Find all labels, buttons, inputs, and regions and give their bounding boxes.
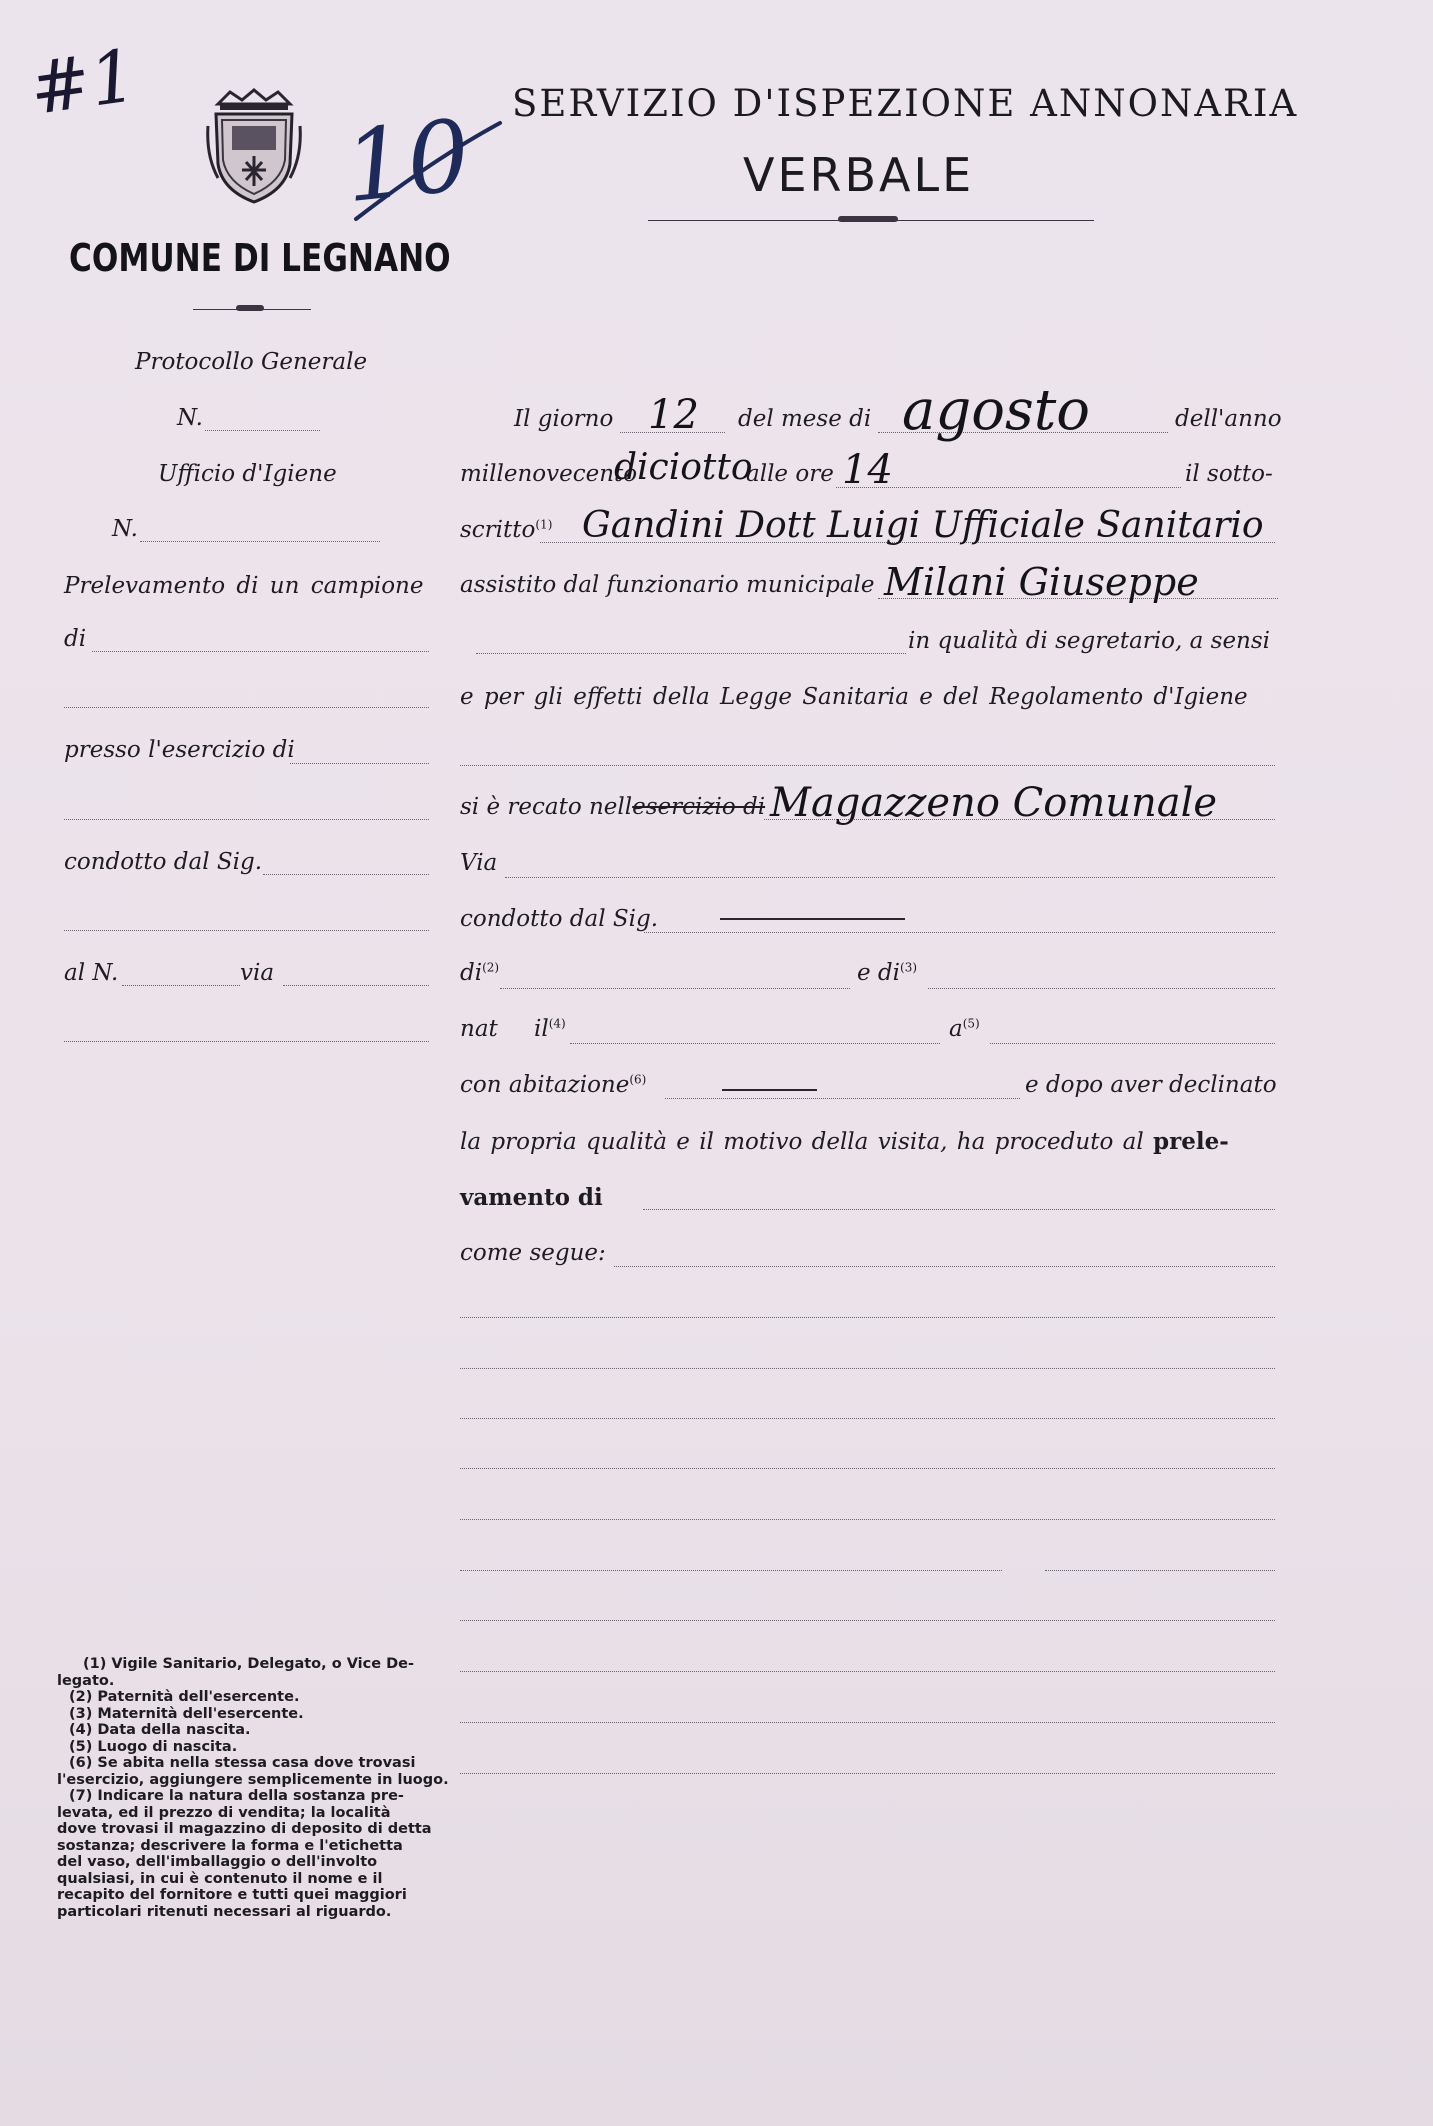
qualita-text: la propria qualità e il motivo della visita, ha proceduto al prele- (460, 1128, 1229, 1155)
prelevamento-field[interactable] (643, 1209, 1275, 1210)
campione-field-1[interactable] (92, 651, 429, 652)
anno-label: dell'anno (1175, 406, 1282, 432)
al-n-field[interactable] (122, 985, 240, 986)
scritto-label: scritto$^{(1)}$ (460, 517, 553, 543)
document-title: VERBALE (743, 148, 975, 202)
footnote-7f: qualsiasi, in cui è contenuto il nome e il (57, 1870, 383, 1887)
via-left-label: via (240, 960, 275, 986)
ore-label: alle ore (746, 461, 834, 487)
description-field-7a[interactable] (460, 1570, 1002, 1571)
footnote-7g: recapito del fornitore e tutti quei maggiori (57, 1887, 407, 1903)
paternita-field[interactable] (500, 988, 850, 989)
prelevamento-label: Prelevamento di un campione (64, 573, 424, 599)
al-n-label: al N. (64, 960, 119, 986)
via-field[interactable] (505, 877, 1275, 878)
mese-label: del mese di (738, 406, 872, 432)
footnote-2: (2) Paternità dell'esercente. (69, 1689, 300, 1705)
pen-stroke (350, 115, 510, 225)
footnote-1a: (1) Vigile Sanitario, Delegato, o Vice De- (83, 1656, 415, 1672)
campione-field-2[interactable] (64, 707, 429, 708)
millenovecento-label: millenovecento (460, 461, 638, 487)
luogo-field[interactable] (990, 1043, 1275, 1044)
paternita-label: $di^{(2)}$ (460, 960, 500, 986)
giorno-value: 12 (648, 392, 699, 438)
condotto-left-field-2[interactable] (64, 930, 429, 931)
segretario-label: in qualità di segretario, a sensi (908, 628, 1271, 654)
giorno-label: Il giorno (514, 406, 614, 432)
prelevamento-label-body: vamento di (460, 1184, 603, 1211)
protocollo-label: Protocollo Generale (135, 349, 368, 375)
mese-value: agosto (902, 378, 1090, 443)
nat-label: nat (460, 1016, 498, 1042)
maternita-label: e $di^{(3)}$ (857, 960, 918, 986)
footnote-6a: (6) Se abita nella stessa casa dove trovasi (69, 1755, 416, 1771)
footnote-4: (4) Data della nascita. (69, 1722, 251, 1738)
description-field-2[interactable] (460, 1317, 1275, 1318)
assistant-value: Milani Giuseppe (884, 560, 1199, 604)
protocollo-n-field[interactable] (205, 430, 320, 431)
ufficio-n-field[interactable] (140, 541, 380, 542)
prelevamento-di-label: di (64, 626, 87, 652)
description-field-9[interactable] (460, 1671, 1275, 1672)
footnote-7c: dove trovasi il magazzino di deposito di detta (57, 1821, 432, 1837)
footnote-7a: (7) Indicare la natura della sostanza pre- (69, 1788, 404, 1804)
protocollo-n-label: N. (177, 405, 203, 431)
footnote-5: (5) Luogo di nascita. (69, 1738, 238, 1755)
description-field-7b[interactable] (1045, 1570, 1275, 1571)
abitazione-label: con abitazione$^{(6)}$ (460, 1072, 647, 1098)
legge-sanitaria-text: e per gli effetti della Legge Sanitaria e del Regolamento d'Igiene (460, 684, 1248, 710)
municipality-name: COMUNE DI LEGNANO (69, 236, 451, 280)
presso-field-2[interactable] (64, 819, 429, 820)
footnote-3: (3) Maternità dell'esercente. (69, 1705, 304, 1722)
funzionario-label: assistito dal funzionario municipale (460, 572, 875, 598)
footnotes (57, 1656, 449, 1920)
footnote-7h: particolari ritenuti necessari al riguardo. (57, 1903, 392, 1920)
title-divider-ornament (838, 216, 898, 222)
segretario-field[interactable] (476, 653, 906, 654)
condotto-label: condotto dal Sig. (460, 906, 659, 932)
footnote-7b: levata, ed il prezzo di vendita; la località (57, 1804, 391, 1821)
abitazione-dash (722, 1089, 817, 1091)
footnote-6b: l'esercizio, aggiungere semplicemente in luogo. (57, 1771, 449, 1788)
place-value: Magazzeno Comunale (770, 780, 1218, 826)
service-title: SERVIZIO D'ISPEZIONE ANNONARIA (512, 82, 1299, 125)
condotto-left-field-1[interactable] (263, 874, 429, 875)
abitazione-field[interactable] (665, 1098, 1020, 1099)
declinato-label: e dopo aver declinato (1025, 1072, 1277, 1098)
handwritten-mark-left: #1 (24, 33, 142, 131)
come-segue-label: come segue: (460, 1240, 606, 1266)
via-left-field[interactable] (283, 985, 429, 986)
sotto-label: il sotto- (1185, 461, 1273, 487)
official-value: Gandini Dott Luigi Ufficiale Sanitario (582, 505, 1264, 546)
ufficio-label: Ufficio d'Igiene (158, 461, 337, 487)
description-field-1[interactable] (614, 1266, 1275, 1267)
description-field-6[interactable] (460, 1519, 1275, 1520)
via-label: Via (460, 850, 498, 876)
description-field-3[interactable] (460, 1368, 1275, 1369)
luogo-label: $a^{(5)}$ (949, 1016, 980, 1042)
footnote-7d: sostanza; descrivere la forma e l'etichetta (57, 1837, 403, 1854)
condotto-field[interactable] (644, 932, 1275, 933)
anno-value: diciotto (614, 447, 753, 488)
address-left-field-2[interactable] (64, 1041, 429, 1042)
handwritten-number: 10 (339, 98, 476, 226)
presso-field-1[interactable] (290, 763, 429, 764)
condotto-left-label: condotto dal Sig. (64, 849, 263, 875)
recato-label: si è recato nellesercizio di (460, 794, 766, 820)
maternita-field[interactable] (928, 988, 1275, 989)
description-field-11[interactable] (460, 1773, 1275, 1774)
description-field-10[interactable] (460, 1722, 1275, 1723)
description-field-4[interactable] (460, 1418, 1275, 1419)
legge-field[interactable] (460, 765, 1275, 766)
ore-value: 14 (842, 447, 893, 493)
footnote-7e: del vaso, dell'imballaggio o dell'involto (57, 1854, 378, 1870)
description-field-8[interactable] (460, 1620, 1275, 1621)
presso-label: presso l'esercizio di (64, 737, 295, 763)
condotto-dash (720, 918, 905, 920)
coat-of-arms-emblem (206, 86, 302, 206)
ufficio-n-label: N. (112, 516, 138, 542)
nascita-label: $il^{(4)}$ (534, 1016, 566, 1042)
description-field-5[interactable] (460, 1468, 1275, 1469)
nascita-field[interactable] (570, 1043, 940, 1044)
municipality-divider-ornament (236, 305, 264, 311)
footnote-1b: legato. (57, 1672, 115, 1689)
